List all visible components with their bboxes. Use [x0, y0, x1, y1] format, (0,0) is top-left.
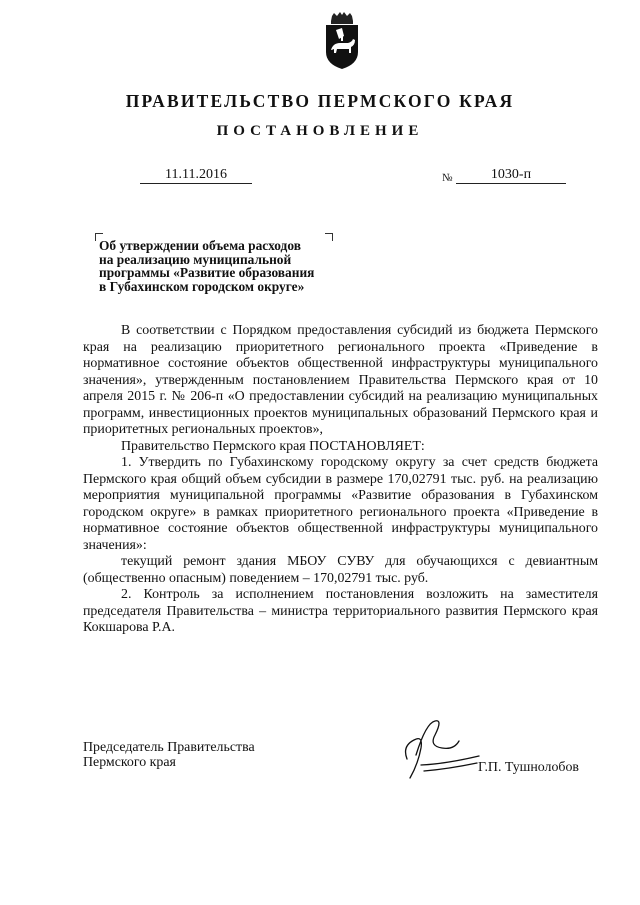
signatory-name: Г.П. Тушнолобов: [478, 760, 579, 775]
subject-line: программы «Развитие образования: [99, 265, 315, 281]
document-number: 1030-п: [456, 167, 566, 184]
clause-1-item: текущий ремонт здания МБОУ СУВУ для обучающихся с девиантным (общественно опасным) поведением – 170,02791 тыс. руб.: [83, 554, 598, 586]
preamble-paragraph: В соответствии с Порядком предоставления субсидий из бюджета Пермского края на реализацию приоритетного регионального проекта «Приведение в нормативное состояние объектов общественной инфраструктуры муниципального значения», утвержденным постановлением Правительства Пермского края от 10 апреля 2015 г. № 206-п «О предоставлении субсидий на реализацию муниципальных программ, инвестиционных проектов муниципальных образований Пермского края и приоритетных региональных проектов»,: [83, 323, 598, 437]
subject-line: на реализацию муниципальной: [99, 251, 292, 267]
signatory-title-line: Пермского края: [83, 754, 176, 770]
clause-2-paragraph: 2. Контроль за исполнением постановления возложить на заместителя председателя Правительства – министра территориального развития Пермского края Кокшарова Р.А.: [83, 587, 598, 635]
document-body: [83, 323, 598, 637]
number-label: №: [442, 172, 453, 184]
organization-title: ПРАВИТЕЛЬСТВО ПЕРМСКОГО КРАЯ: [125, 91, 515, 111]
coat-of-arms-icon: [322, 12, 362, 70]
clause-1-paragraph: 1. Утвердить по Губахинскому городскому округу за счет средств бюджета Пермского края общий объем субсидии в размере 170,02791 тыс. руб. на реализацию мероприятия муниципальной программы «Развитие образования в Губахинском городском округе» в рамках приоритетного регионального проекта «Приведение в нормативное состояние объектов общественной инфраструктуры муниципального значения»:: [83, 455, 598, 553]
subject-line: Об утверждении объема расходов: [99, 238, 301, 253]
handwritten-signature: [393, 715, 503, 787]
subject-line: в Губахинском городском округе»: [99, 278, 305, 294]
signatory-title-line: Председатель Правительства: [83, 740, 255, 755]
signatory-title: [83, 741, 255, 770]
document-subject: [99, 239, 359, 293]
document-type: ПОСТАНОВЛЕНИЕ: [216, 123, 424, 139]
resolution-statement: Правительство Пермского края ПОСТАНОВЛЯЕТ:: [121, 438, 425, 454]
document-date: 11.11.2016: [140, 167, 252, 184]
